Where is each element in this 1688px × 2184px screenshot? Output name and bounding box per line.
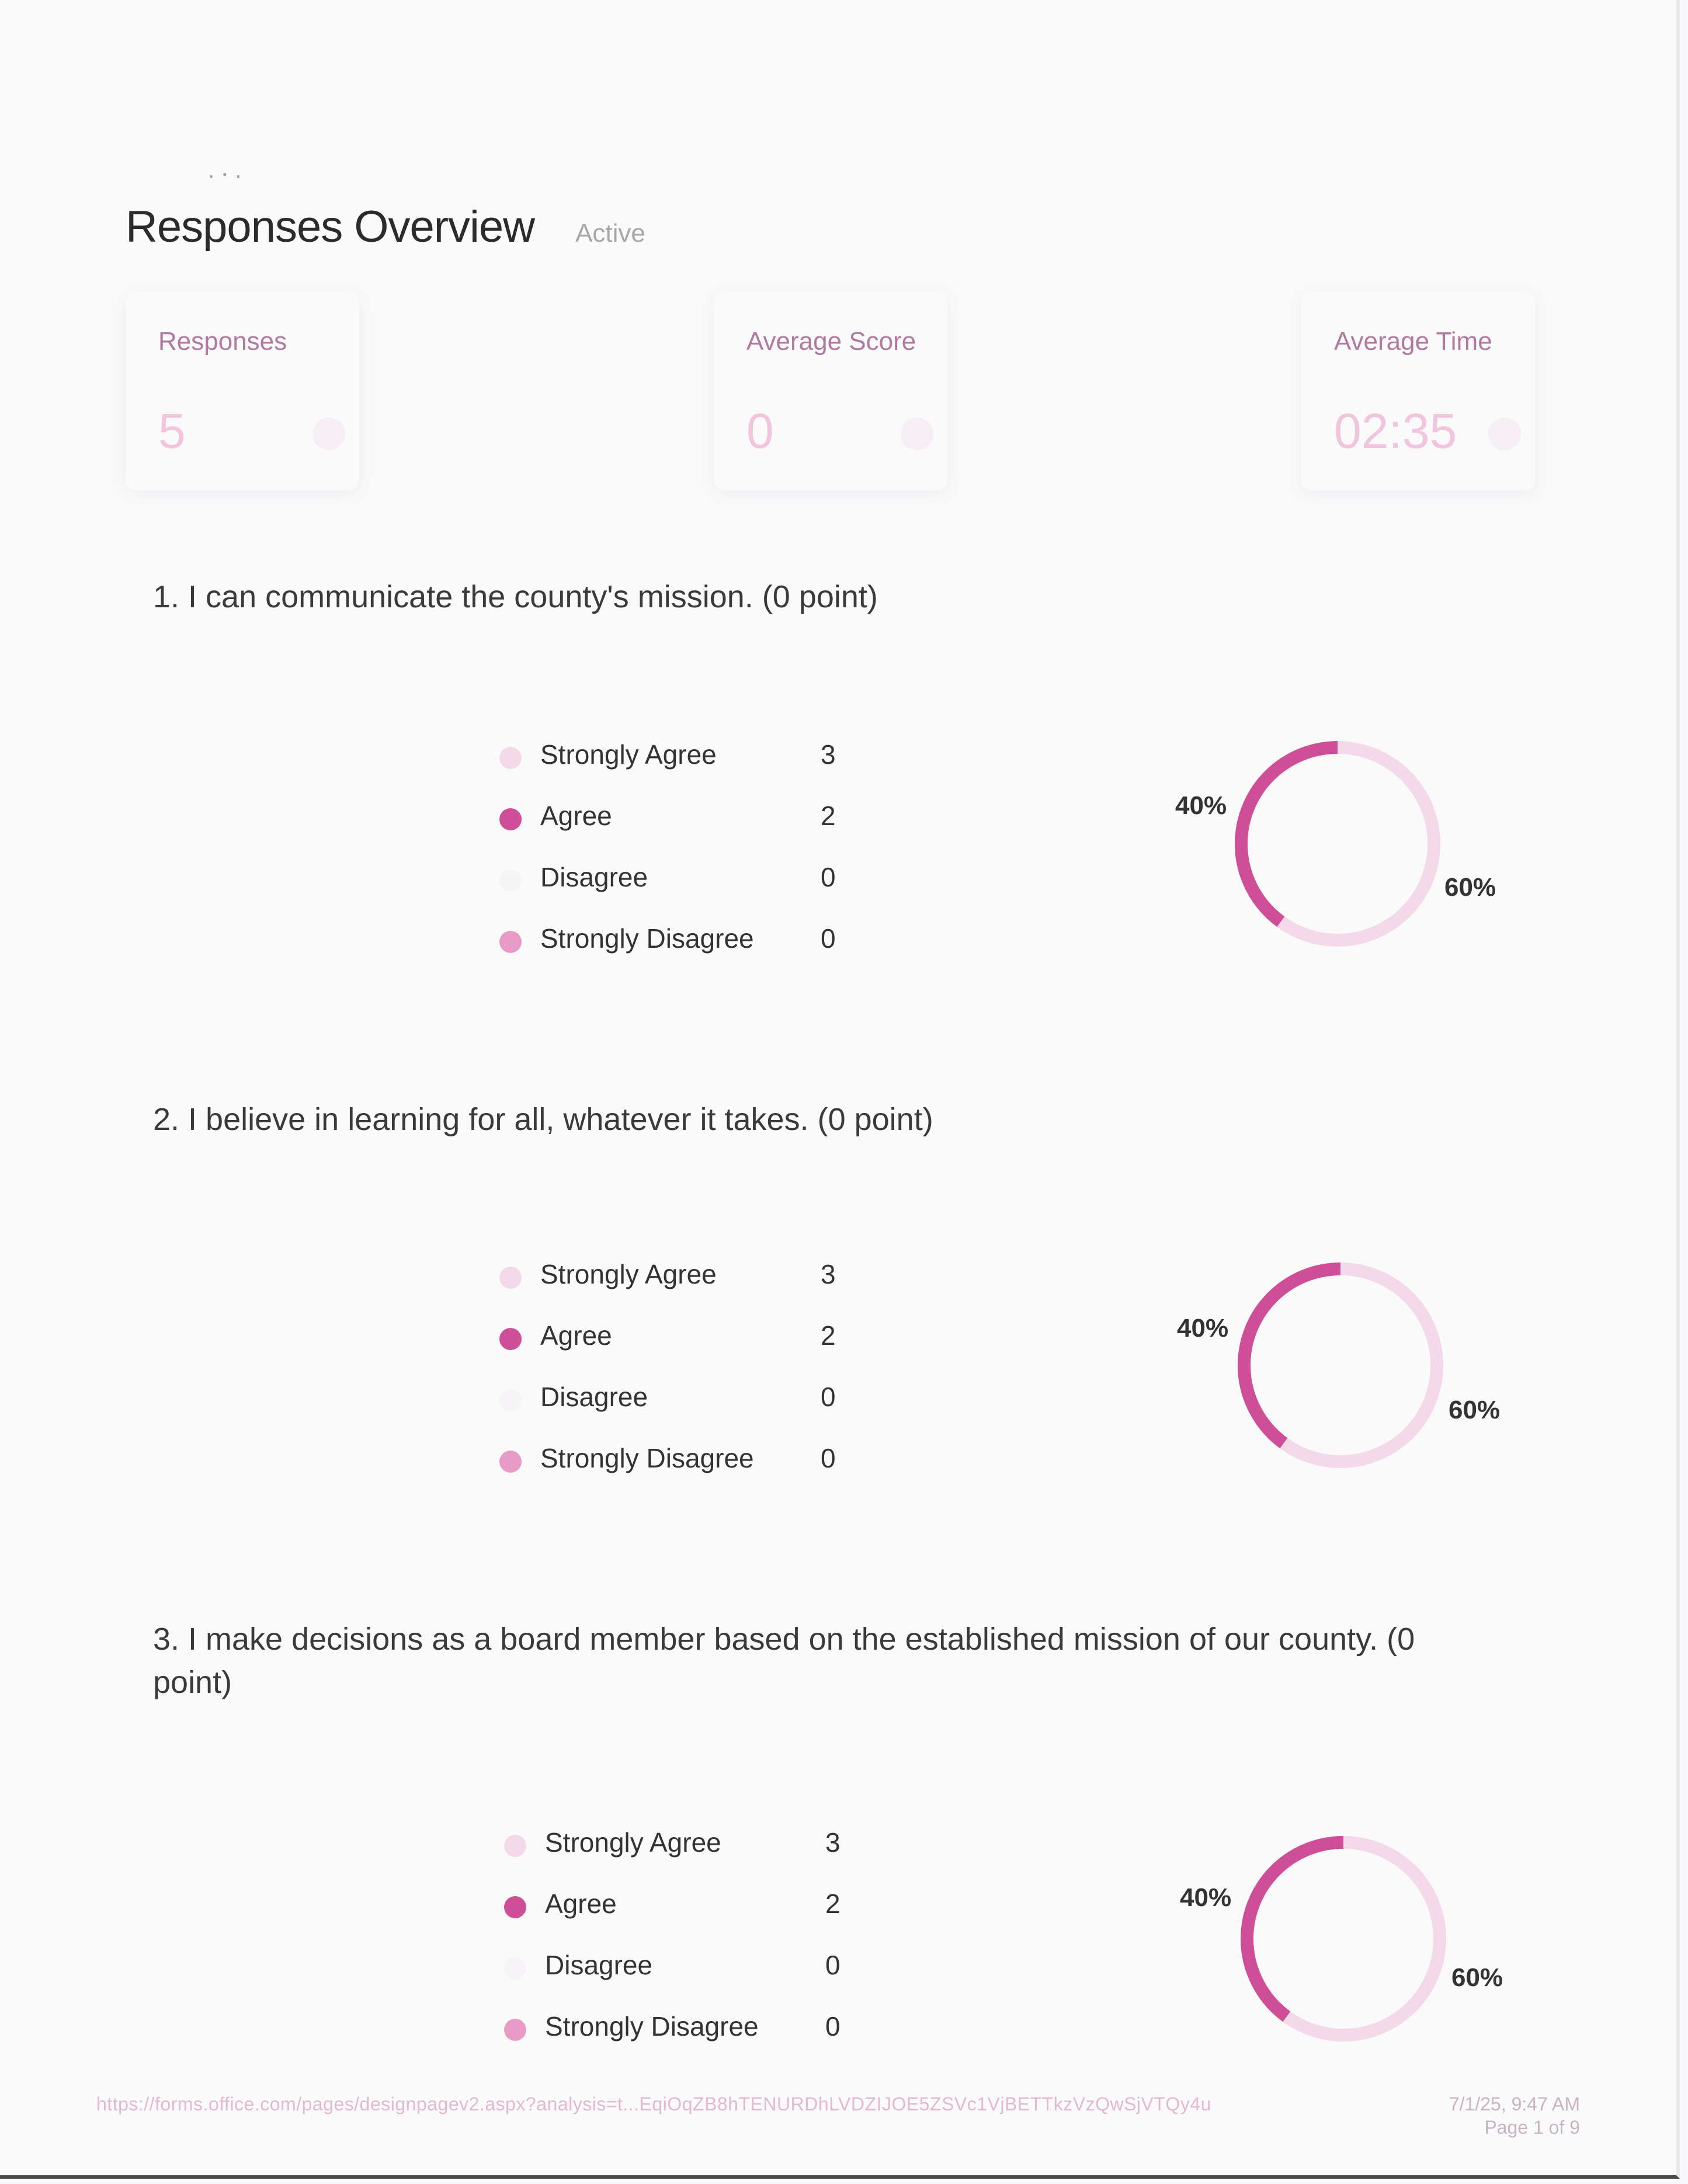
- page-title: Responses Overview: [126, 202, 535, 252]
- legend-item: [501, 2011, 910, 2072]
- legend-count: 3: [825, 1827, 840, 1858]
- legend-swatch: [499, 870, 522, 892]
- legend-item: [496, 1258, 905, 1320]
- donut-chart: [1232, 1828, 1454, 2050]
- legend-label: Disagree: [545, 1950, 653, 1980]
- legend-label: Strongly Agree: [545, 1827, 721, 1858]
- stat-label: Average Time: [1334, 327, 1492, 356]
- legend-label: Strongly Disagree: [545, 2011, 759, 2042]
- legend-item: [496, 1442, 905, 1504]
- legend-item: [501, 1888, 910, 1949]
- question-legend: [501, 1827, 910, 2072]
- legend-item: [501, 1949, 910, 2011]
- average-score-card: [714, 292, 947, 491]
- stat-label: Average Score: [746, 327, 916, 356]
- legend-count: 2: [825, 1889, 840, 1919]
- donut-chart: [1227, 733, 1449, 955]
- stat-value: 02:35: [1334, 404, 1457, 458]
- donut-label-strongly-agree: 60%: [1451, 1963, 1503, 1992]
- legend-label: Strongly Agree: [540, 739, 717, 770]
- people-icon: [312, 418, 345, 450]
- question-title: 2. I believe in learning for all, whatever it takes. (0 point): [153, 1102, 933, 1137]
- legend-count: 0: [821, 1443, 836, 1473]
- legend-swatch: [499, 1328, 522, 1350]
- legend-swatch: [504, 2019, 526, 2041]
- legend-swatch: [504, 1835, 526, 1857]
- legend-swatch: [499, 747, 522, 769]
- legend-swatch: [499, 931, 522, 953]
- legend-item: [501, 1827, 910, 1888]
- question-legend: [496, 1258, 905, 1504]
- legend-item: [496, 861, 905, 923]
- legend-label: Disagree: [540, 862, 648, 892]
- legend-item: [496, 923, 905, 984]
- status-badge: Active: [575, 219, 645, 248]
- legend-label: Strongly Disagree: [540, 923, 754, 954]
- legend-label: Strongly Disagree: [540, 1443, 754, 1473]
- legend-item: [496, 800, 905, 861]
- legend-count: 0: [821, 923, 836, 954]
- legend-label: Agree: [540, 801, 612, 831]
- donut-label-agree: 40%: [1180, 1883, 1232, 1912]
- question-title: 3. I make decisions as a board member based on the established mission of our county. (0 point): [153, 1622, 1415, 1700]
- footer-page-number: Page 1 of 9: [1484, 2117, 1580, 2138]
- trophy-icon: [901, 418, 933, 450]
- legend-count: 0: [821, 1382, 836, 1412]
- stat-value: 5: [158, 404, 186, 458]
- question-title: 1. I can communicate the county's mission. (0 point): [153, 579, 878, 614]
- header: [126, 201, 645, 252]
- question-legend: [496, 739, 905, 984]
- legend-label: Agree: [545, 1889, 617, 1919]
- legend-swatch: [499, 808, 522, 830]
- legend-label: Disagree: [540, 1382, 648, 1412]
- scan-artifact: · ⸱ ·: [207, 162, 242, 188]
- legend-swatch: [499, 1389, 522, 1411]
- legend-swatch: [504, 1896, 526, 1918]
- footer-url: https://forms.office.com/pages/designpagev2.aspx?analysis=t...EqiOqZB8hTENURDhLVDZIJOE5ZSVc1VjBETTkzVzQwSjVTQy4u: [96, 2093, 1211, 2115]
- stat-value: 0: [746, 404, 774, 458]
- legend-count: 0: [825, 2011, 840, 2042]
- donut-label-strongly-agree: 60%: [1449, 1396, 1501, 1424]
- donut-label-strongly-agree: 60%: [1444, 873, 1496, 902]
- legend-swatch: [499, 1267, 522, 1289]
- legend-count: 3: [821, 739, 836, 770]
- legend-item: [496, 1320, 905, 1381]
- legend-count: 0: [825, 1950, 840, 1980]
- responses-card: [126, 292, 359, 491]
- clock-icon: [1488, 418, 1521, 450]
- legend-item: [496, 1381, 905, 1442]
- legend-count: 3: [821, 1259, 836, 1289]
- legend-label: Strongly Agree: [540, 1259, 717, 1289]
- stat-label: Responses: [158, 327, 287, 356]
- average-time-card: [1301, 292, 1535, 491]
- donut-chart: [1229, 1254, 1451, 1476]
- legend-count: 2: [821, 801, 836, 831]
- donut-label-agree: 40%: [1177, 1314, 1229, 1343]
- footer-datetime: 7/1/25, 9:47 AM: [1449, 2093, 1580, 2115]
- legend-count: 0: [821, 862, 836, 892]
- legend-label: Agree: [540, 1320, 612, 1351]
- legend-swatch: [499, 1451, 522, 1473]
- legend-swatch: [504, 1957, 526, 1980]
- donut-label-agree: 40%: [1175, 791, 1227, 820]
- legend-count: 2: [821, 1320, 836, 1351]
- legend-item: [496, 739, 905, 800]
